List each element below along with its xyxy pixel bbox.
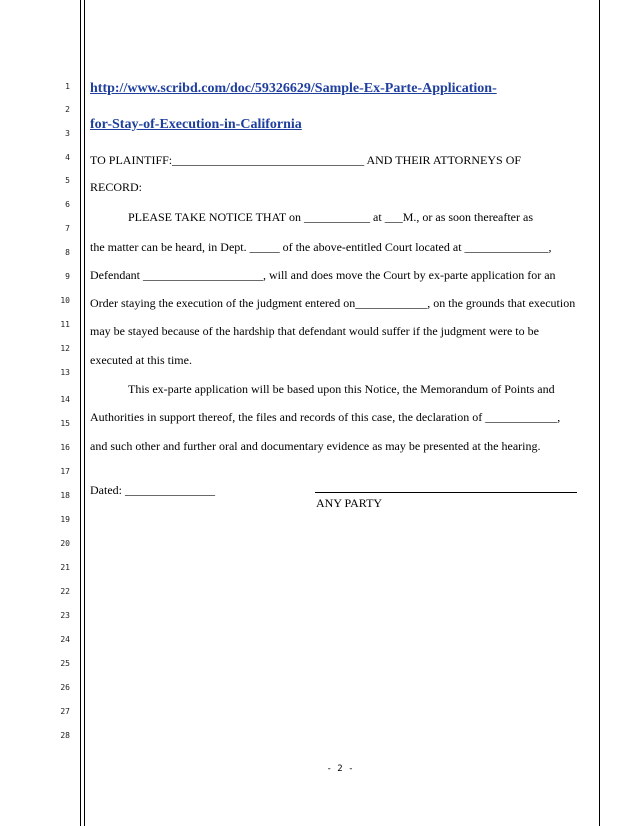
line-number: 18 <box>60 491 70 500</box>
body-text-line: This ex-parte application will be based upon this Notice, the Memorandum of Points and <box>128 382 555 396</box>
line-number: 26 <box>60 683 70 692</box>
body-text-line: Defendant ____________________, will and does move the Court by ex-parte application for an <box>90 268 556 282</box>
line-number: 17 <box>60 467 70 476</box>
body-text-line: executed at this time. <box>90 353 192 367</box>
line-number: 13 <box>60 368 70 377</box>
line-number: 7 <box>65 224 70 233</box>
body-text-line: and such other and further oral and documentary evidence as may be presented at the hearing. <box>90 439 541 453</box>
source-link-line-1[interactable]: http://www.scribd.com/doc/59326629/Sample-Ex-Parte-Application- <box>90 81 497 96</box>
line-number: 16 <box>60 443 70 452</box>
body-text-line: the matter can be heard, in Dept. _____ of the above-entitled Court located at ______________, <box>90 240 552 254</box>
line-number: 4 <box>65 153 70 162</box>
line-number: 22 <box>60 587 70 596</box>
line-number: 23 <box>60 611 70 620</box>
dated-line: Dated: _______________ <box>90 483 215 497</box>
body-text-line: RECORD: <box>90 180 143 194</box>
line-number: 28 <box>60 731 70 740</box>
body-text-line: TO PLAINTIFF:________________________________ AND THEIR ATTORNEYS OF <box>90 153 522 167</box>
right-margin-rule <box>599 0 600 826</box>
body-text-line: Authorities in support thereof, the files and records of this case, the declaration of ____________, <box>90 410 561 424</box>
line-number: 24 <box>60 635 70 644</box>
line-number: 14 <box>60 395 70 404</box>
body-text-line: PLEASE TAKE NOTICE THAT on ___________ at ___M., or as soon thereafter as <box>128 210 533 224</box>
line-number: 25 <box>60 659 70 668</box>
left-margin-rule-inner <box>84 0 85 826</box>
line-number: 1 <box>65 82 70 91</box>
line-number: 10 <box>60 296 70 305</box>
line-number: 20 <box>60 539 70 548</box>
line-number: 11 <box>60 320 70 329</box>
left-margin-rule-outer <box>80 0 81 826</box>
signature-line <box>315 492 577 493</box>
line-number: 3 <box>65 129 70 138</box>
line-number: 6 <box>65 200 70 209</box>
line-number: 12 <box>60 344 70 353</box>
line-number: 15 <box>60 419 70 428</box>
body-text-line: may be stayed because of the hardship that defendant would suffer if the judgment were to be <box>90 324 539 338</box>
page-number: - 2 - <box>326 764 354 774</box>
line-number: 9 <box>65 272 70 281</box>
line-number: 27 <box>60 707 70 716</box>
line-number: 8 <box>65 248 70 257</box>
body-text-line: Order staying the execution of the judgment entered on____________, on the grounds that execution <box>90 296 576 310</box>
source-link-line-2[interactable]: for-Stay-of-Execution-in-California <box>90 117 302 132</box>
line-number: 2 <box>65 105 70 114</box>
signature-party-label: ANY PARTY <box>316 496 383 510</box>
line-number: 19 <box>60 515 70 524</box>
line-number: 5 <box>65 176 70 185</box>
line-number: 21 <box>60 563 70 572</box>
